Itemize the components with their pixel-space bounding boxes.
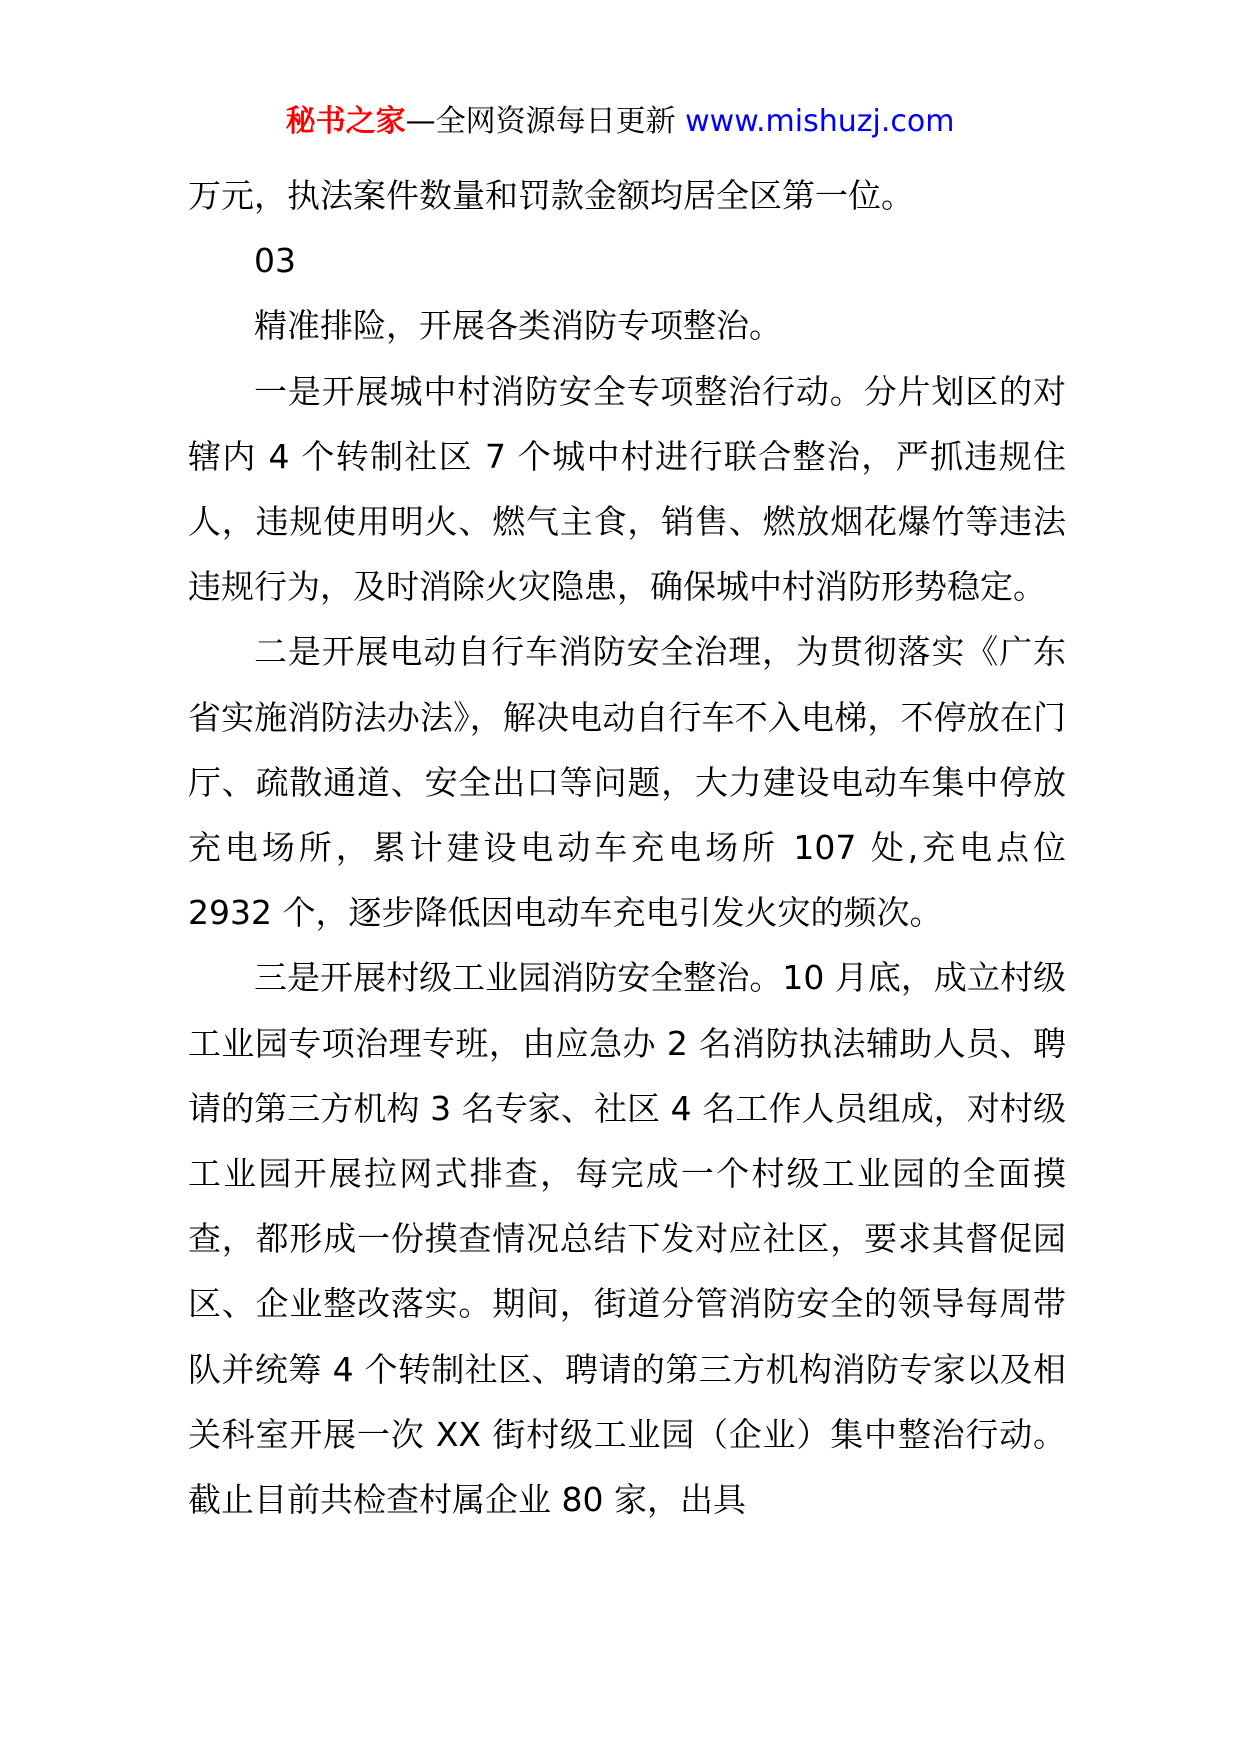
paragraph-ebike: 二是开展电动自行车消防安全治理，为贯彻落实《广东省实施消防法办法》，解决电动自行车不入电梯，不停放在门厅、疏散通道、安全出口等问题，大力建设电动车集中停放充电场所，累计建设电动车充电场所 107 处,充电点位 2932 个，逐步降低因电动车充电引发火灾的频次。 (188, 632, 1066, 933)
header-slogan: —全网资源每日更新 (405, 104, 676, 139)
section-heading: 精准排险，开展各类消防专项整治。 (254, 306, 782, 346)
document-body (188, 163, 1066, 1532)
paragraph-continuation: 万元，执法案件数量和罚款金额均居全区第一位。 (188, 176, 914, 215)
brand-name: 秘书之家 (285, 104, 406, 139)
paragraph-industrial-park: 三是开展村级工业园消防安全整治。10 月底，成立村级工业园专项治理专班，由应急办 2 名消防执法辅助人员、聘请的第三方机构 3 名专家、社区 4 名工作人员组成，对村级工业园开展拉网式排查，每完成一个村级工业园的全面摸查，都形成一份摸查情况总结下发对应社区，要求其督促园区、企业整改落实。期间，街道分管消防安全的领导每周带队并统筹 4 个转制社区、聘请的第三方机构消防专家以及相关科室开展一次 XX 街村级工业园（企业）集中整治行动。截止目前共检查村属企业 80 家，出具 (188, 958, 1066, 1520)
watermark-header (0, 100, 1240, 144)
section-number: 03 (254, 241, 296, 281)
header-url[interactable]: www.mishuzj.com (685, 104, 955, 139)
paragraph-urban-village: 一是开展城中村消防安全专项整治行动。分片划区的对辖内 4 个转制社区 7 个城中村进行联合整治，严抓违规住人，违规使用明火、燃气主食，销售、燃放烟花爆竹等违法违规行为，及时消除火灾隐患，确保城中村消防形势稳定。 (188, 371, 1066, 607)
